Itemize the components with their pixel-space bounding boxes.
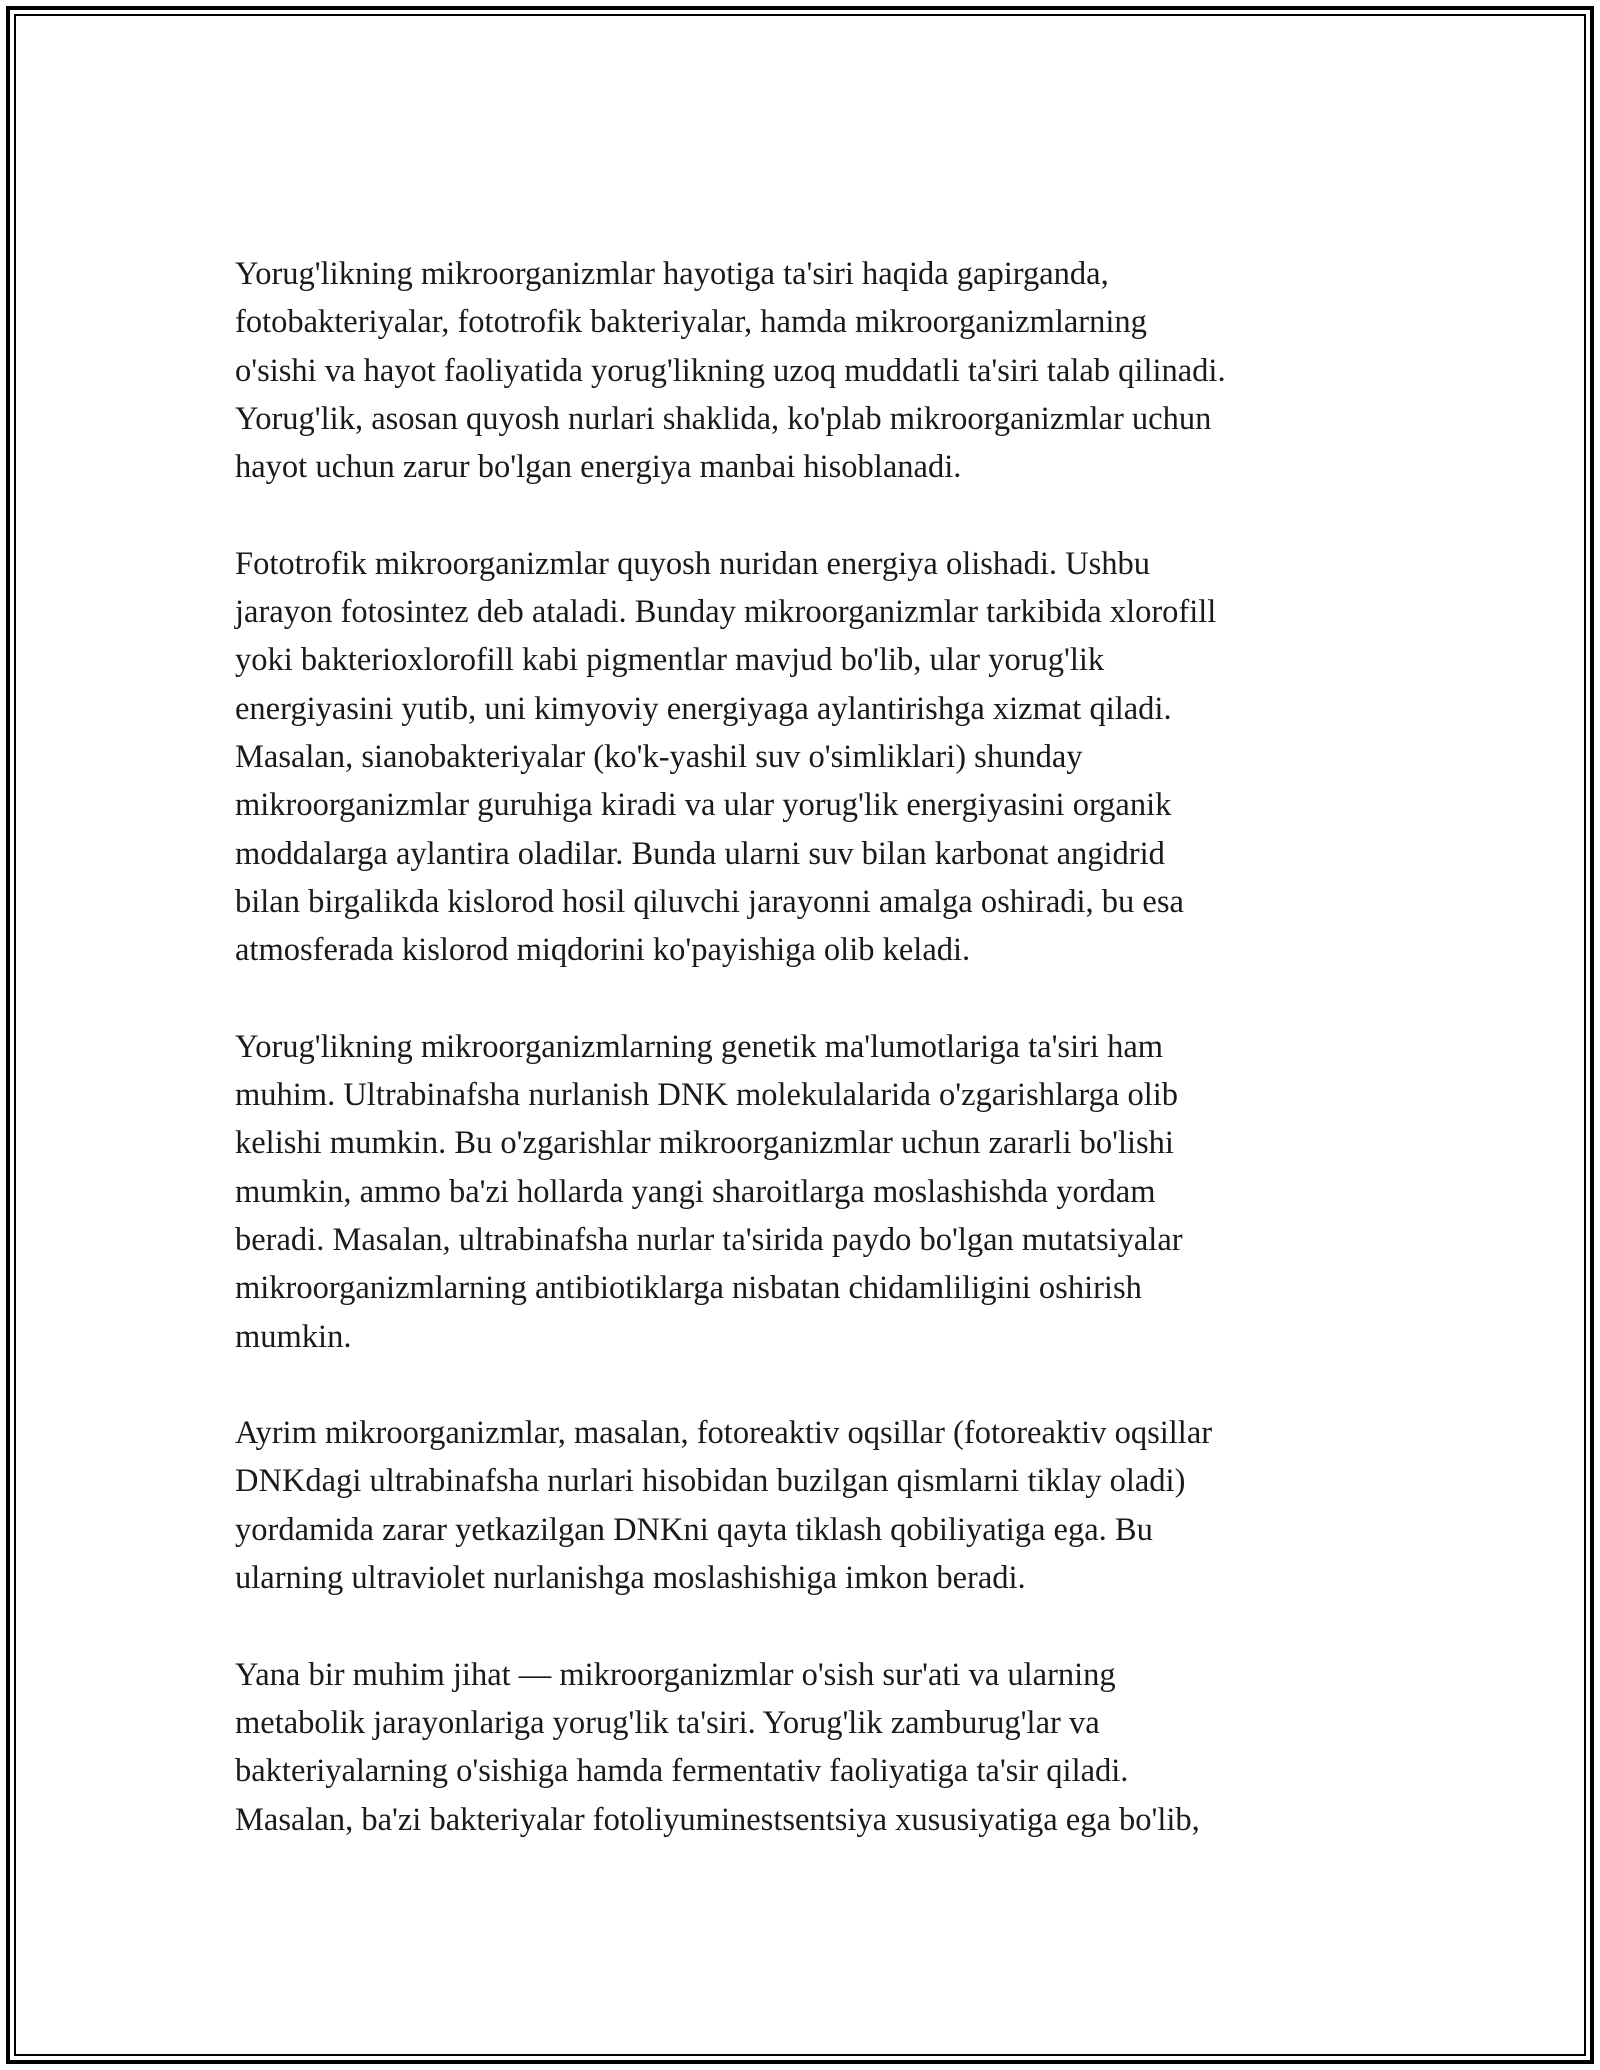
text-line: o'sishi va hayot faoliyatida yorug'likning uzoq muddatli ta'siri talab qilinadi. bbox=[235, 352, 1226, 389]
text-line: Masalan, ba'zi bakteriyalar fotoliyuminestsentsiya xususiyatiga ega bo'lib, bbox=[235, 1801, 1200, 1838]
text-line: mumkin, ammo ba'zi hollarda yangi sharoitlarga moslashishda yordam bbox=[235, 1173, 1156, 1210]
text-line: hayot uchun zarur bo'lgan energiya manbai hisoblanadi. bbox=[235, 449, 962, 486]
text-line: metabolik jarayonlariga yorug'lik ta'siri. Yorug'lik zamburug'lar va bbox=[235, 1704, 1100, 1741]
text-line: Yorug'lik, asosan quyosh nurlari shaklida, ko'plab mikroorganizmlar uchun bbox=[235, 400, 1212, 437]
paragraph-5 bbox=[235, 1651, 1365, 1844]
text-line: atmosferada kislorod miqdorini ko'payishiga olib keladi. bbox=[235, 932, 971, 969]
text-line: mumkin. bbox=[235, 1318, 352, 1355]
text-line: muhim. Ultrabinafsha nurlanish DNK molekulalarida o'zgarishlarga olib bbox=[235, 1077, 1179, 1114]
text-line: yordamida zarar yetkazilgan DNKni qayta tiklash qobiliyatiga ega. Bu bbox=[235, 1511, 1153, 1548]
paragraph-2 bbox=[235, 540, 1365, 975]
text-line: Yorug'likning mikroorganizmlar hayotiga ta'siri haqida gapirganda, bbox=[235, 256, 1109, 292]
text-line: Yorug'likning mikroorganizmlarning genetik ma'lumotlariga ta'siri ham bbox=[235, 1028, 1164, 1065]
paragraph-3 bbox=[235, 1023, 1365, 1361]
text-line: kelishi mumkin. Bu o'zgarishlar mikroorganizmlar uchun zararli bo'lishi bbox=[235, 1125, 1174, 1162]
text-line: mikroorganizmlar guruhiga kiradi va ular yorug'lik energiyasini organik bbox=[235, 787, 1172, 824]
text-line: moddalarga aylantira oladilar. Bunda ularni suv bilan karbonat angidrid bbox=[235, 835, 1165, 872]
paragraph-1 bbox=[235, 250, 1365, 491]
text-line: Fototrofik mikroorganizmlar quyosh nuridan energiya olishadi. Ushbu bbox=[235, 545, 1150, 582]
text-line: fotobakteriyalar, fototrofik bakteriyalar, hamda mikroorganizmlarning bbox=[235, 304, 1147, 341]
text-line: jarayon fotosintez deb ataladi. Bunday mikroorganizmlar tarkibida xlorofill bbox=[235, 594, 1217, 631]
text-line: DNKdagi ultrabinafsha nurlari hisobidan buzilgan qismlarni tiklay oladi) bbox=[235, 1463, 1186, 1500]
text-line: Yana bir muhim jihat — mikroorganizmlar o'sish sur'ati va ularning bbox=[235, 1656, 1116, 1693]
text-line: mikroorganizmlarning antibiotiklarga nisbatan chidamliligini oshirish bbox=[235, 1270, 1142, 1307]
text-line: bakteriyalarning o'sishiga hamda fermentativ faoliyatiga ta'sir qiladi. bbox=[235, 1753, 1129, 1790]
text-line: yoki bakterioxlorofill kabi pigmentlar mavjud bo'lib, ular yorug'lik bbox=[235, 642, 1105, 679]
text-line: Ayrim mikroorganizmlar, masalan, fotoreaktiv oqsillar (fotoreaktiv oqsillar bbox=[235, 1415, 1213, 1452]
text-line: ularning ultraviolet nurlanishga moslashishiga imkon beradi. bbox=[235, 1560, 1026, 1597]
document-body bbox=[235, 250, 1365, 1892]
text-line: bilan birgalikda kislorod hosil qiluvchi jarayonni amalga oshiradi, bu esa bbox=[235, 883, 1184, 920]
text-line: energiyasini yutib, uni kimyoviy energiyaga aylantirishga xizmat qiladi. bbox=[235, 690, 1172, 727]
text-line: beradi. Masalan, ultrabinafsha nurlar ta'sirida paydo bo'lgan mutatsiyalar bbox=[235, 1221, 1183, 1258]
paragraph-4 bbox=[235, 1409, 1365, 1602]
text-line: Masalan, sianobakteriyalar (ko'k-yashil suv o'simliklari) shunday bbox=[235, 738, 1083, 775]
